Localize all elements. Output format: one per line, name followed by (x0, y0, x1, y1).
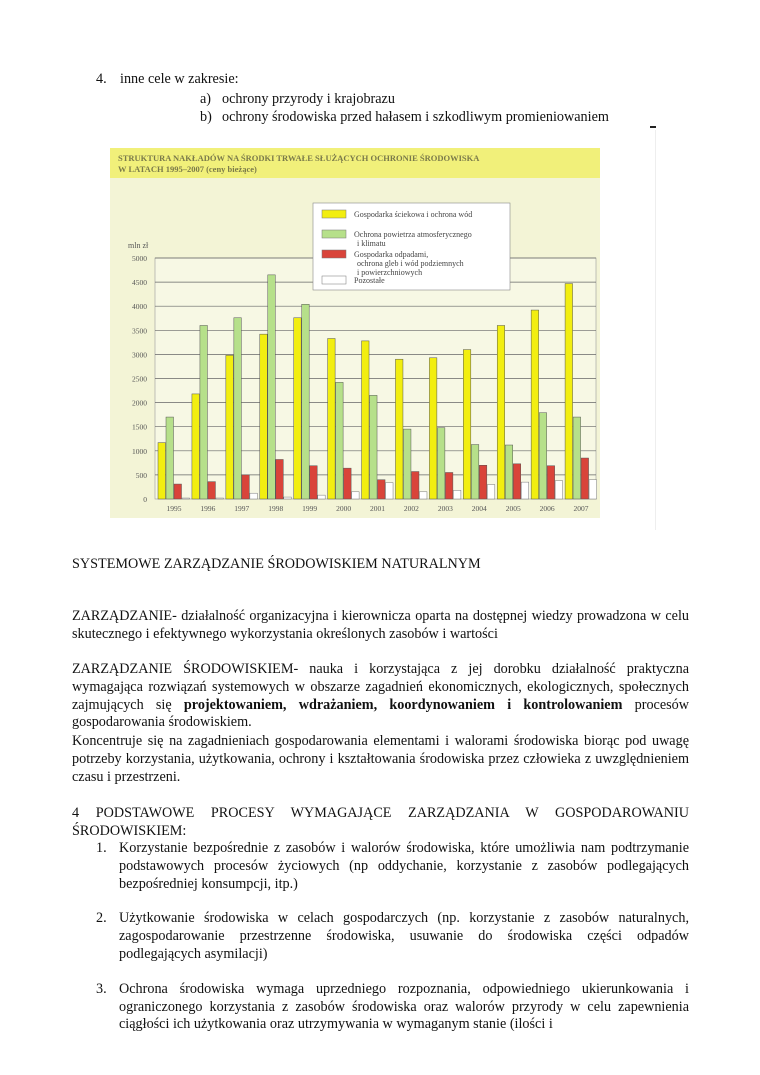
list-text: inne cele w zakresie: (120, 71, 239, 87)
y-tick-label: 5000 (132, 254, 147, 263)
section-heading: SYSTEMOWE ZARZĄDZANIE ŚRODOWISKIEM NATURALNYM (72, 556, 481, 572)
list-number: 4. (96, 71, 107, 87)
paragraph-zarzadzanie: ZARZĄDZANIE- działalność organizacyjna i kierownicza oparta na dostępnej wiedzy prowadzona w celu skutecznego i efektywnego wykorzystania określonych zasobów i wartości (72, 608, 689, 642)
processes-heading: 4 PODSTAWOWE PROCESY WYMAGAJĄCE ZARZĄDZANIA W GOSPODAROWANIU ŚRODOWISKIEM: (72, 805, 689, 839)
bar-1997-series-2 (242, 475, 250, 499)
scan-edge (655, 130, 656, 530)
legend-swatch-3 (322, 276, 346, 284)
x-tick-label: 2007 (573, 504, 589, 513)
bold-term: projektowaniem, (183, 696, 287, 713)
bar-1999-series-3 (318, 495, 326, 499)
bar-2003-series-3 (453, 490, 461, 499)
legend-swatch-0 (322, 210, 346, 218)
list-number: 3. (96, 980, 107, 997)
bold-term: koordynowaniem i kontrolowaniem (389, 696, 623, 713)
list-item (72, 910, 689, 963)
list-text: Użytkowanie środowiska w celach gospodarczych (np. korzystanie z zasobów naturalnych, zagospodarowanie przestrzenne środowiska, usuwanie do środowiska części odpadów podlegających asymilacji) (119, 910, 689, 962)
legend-label-2: Gospodarka odpadami, ochrona gleb i wód podziemnych i powierzchniowych (354, 250, 464, 277)
bar-2004-series-3 (487, 485, 495, 499)
bar-2004-series-0 (463, 350, 471, 499)
processes-list (72, 840, 689, 1034)
list-item (72, 981, 689, 1034)
bar-2004-series-2 (479, 465, 487, 499)
bar-2000-series-0 (328, 338, 336, 499)
x-tick-label: 1999 (302, 504, 318, 513)
sub-number: b) (200, 109, 212, 125)
bar-2001-series-1 (370, 395, 378, 499)
bar-1996-series-2 (208, 482, 216, 499)
x-tick-label: 1996 (200, 504, 216, 513)
x-tick-label: 2002 (403, 504, 419, 513)
x-tick-label: 2001 (370, 504, 385, 513)
x-tick-label: 2003 (437, 504, 453, 513)
x-tick-label: 2000 (336, 504, 352, 513)
bar-2000-series-2 (344, 468, 352, 499)
bar-1998-series-3 (284, 497, 292, 499)
paragraph-zarzadzanie-srodowiskiem (72, 661, 689, 732)
x-tick-label: 2006 (539, 504, 555, 513)
y-axis-label: mln zł (128, 241, 149, 250)
sub-item-b (200, 109, 609, 126)
bar-2003-series-0 (429, 358, 437, 499)
list-text: Korzystanie bezpośrednie z zasobów i walorów środowiska, które umożliwia nam podtrzymanie podstawowych procesów życiowych (np oddychanie, korzystanie z zasobów podlegających bezpośredniej konsumpcji, itp.) (119, 840, 689, 892)
legend-label-1: Ochrona powietrza atmosferycznego i klimatu (354, 230, 472, 248)
bold-term: wdrażaniem, (298, 696, 378, 713)
y-tick-label: 3000 (132, 350, 147, 360)
bar-2005-series-2 (513, 464, 521, 499)
legend-swatch-1 (322, 230, 346, 238)
chart-image (110, 148, 600, 518)
list-item-4 (96, 71, 239, 88)
bar-1995-series-3 (182, 498, 190, 499)
bar-2000-series-3 (352, 492, 360, 499)
text: procesów gospodarowania środowiskiem. (72, 696, 689, 731)
bar-2003-series-2 (445, 472, 453, 499)
bar-2003-series-1 (437, 428, 445, 499)
bar-1996-series-3 (216, 498, 224, 499)
y-tick-label: 1000 (132, 446, 147, 456)
bar-2005-series-1 (505, 445, 513, 499)
legend-swatch-2 (322, 250, 346, 258)
bar-2001-series-0 (362, 341, 370, 499)
chart-title: STRUKTURA NAKŁADÓW NA ŚRODKI TRWAŁE SŁUŻĄCYCH OCHRONIE ŚRODOWISKA (118, 153, 480, 163)
scan-mark (650, 126, 656, 128)
bar-1998-series-0 (260, 334, 268, 499)
y-tick-label: 4000 (132, 302, 147, 312)
bar-2002-series-1 (403, 429, 411, 499)
sub-text: ochrony środowiska przed hałasem i szkodliwym promieniowaniem (222, 109, 609, 125)
x-tick-label: 2005 (505, 504, 521, 513)
bar-2000-series-1 (336, 382, 344, 499)
bar-2007-series-2 (581, 458, 589, 499)
x-tick-label: 1998 (268, 504, 284, 513)
legend-label-0: Gospodarka ściekowa i ochrona wód (354, 210, 473, 219)
list-text: Ochrona środowiska wymaga uprzedniego rozpoznania, odpowiedniego ukierunkowania i ograniczonego korzystania z zasobów środowiska oraz walorów przyrody w celu zapewnienia ciągłości ich użytkowania oraz utrzymywania w wymaganym stanie (ilości i (119, 980, 689, 1033)
bar-2005-series-3 (521, 482, 529, 499)
x-tick-label: 1995 (166, 504, 182, 513)
bar-1996-series-1 (200, 325, 208, 499)
bar-2006-series-1 (539, 413, 547, 499)
chart-subtitle: W LATACH 1995–2007 (ceny bieżące) (118, 164, 257, 174)
text: ZARZĄDZANIE ŚRODOWISKIEM- nauka i korzystająca z jej dorobku działalność praktyczna wymagająca rozwiązań systemowych w obszarze zagadnień ekonomicznych, ekologicznych, społecznych zajmujących się (72, 661, 689, 713)
bar-2007-series-3 (589, 480, 597, 499)
bar-1999-series-1 (302, 304, 310, 499)
bar-2004-series-1 (471, 445, 479, 499)
bar-1996-series-0 (192, 394, 200, 499)
bar-2002-series-0 (395, 359, 403, 499)
bar-1998-series-2 (276, 459, 284, 499)
paragraph-koncentruje: Koncentruje się na zagadnieniach gospodarowania elementami i walorami środowiska biorąc pod uwagę potrzeby korzystania, użytkowania, ochrony i kształtowania środowiska przez człowieka z uwzględnieniem czasu i przestrzeni. (72, 733, 689, 785)
y-tick-label: 0 (143, 495, 147, 504)
y-tick-label: 3500 (132, 326, 147, 336)
bar-2002-series-3 (419, 492, 427, 499)
bar-1997-series-0 (226, 355, 234, 499)
bar-2006-series-2 (547, 466, 555, 499)
list-number: 2. (96, 910, 107, 927)
bar-2007-series-1 (573, 417, 581, 499)
bar-2001-series-3 (386, 483, 394, 499)
y-tick-label: 500 (135, 470, 147, 480)
bar-2007-series-0 (565, 284, 573, 499)
y-tick-label: 2500 (132, 374, 147, 384)
y-tick-label: 1500 (132, 422, 147, 432)
bar-2006-series-3 (555, 481, 563, 499)
sub-item-a (200, 91, 395, 108)
list-number: 1. (96, 840, 107, 856)
list-item (72, 840, 689, 893)
bar-2006-series-0 (531, 310, 539, 499)
x-tick-label: 1997 (234, 504, 250, 513)
sub-text: ochrony przyrody i krajobrazu (222, 91, 395, 107)
bar-2005-series-0 (497, 325, 505, 499)
bar-1997-series-3 (250, 493, 258, 499)
bar-1995-series-0 (158, 443, 166, 499)
x-tick-label: 2004 (471, 504, 487, 513)
sub-number: a) (200, 91, 212, 107)
legend-label-3: Pozostałe (354, 276, 385, 285)
bar-1995-series-1 (166, 417, 174, 499)
y-tick-label: 4500 (132, 278, 147, 288)
bar-1999-series-2 (310, 466, 318, 499)
bar-1997-series-1 (234, 318, 242, 499)
bar-2001-series-2 (378, 480, 386, 499)
bar-1998-series-1 (268, 275, 276, 499)
bar-1999-series-0 (294, 318, 302, 499)
bar-2002-series-2 (411, 472, 419, 499)
bar-1995-series-2 (174, 484, 182, 499)
y-tick-label: 2000 (132, 398, 147, 408)
